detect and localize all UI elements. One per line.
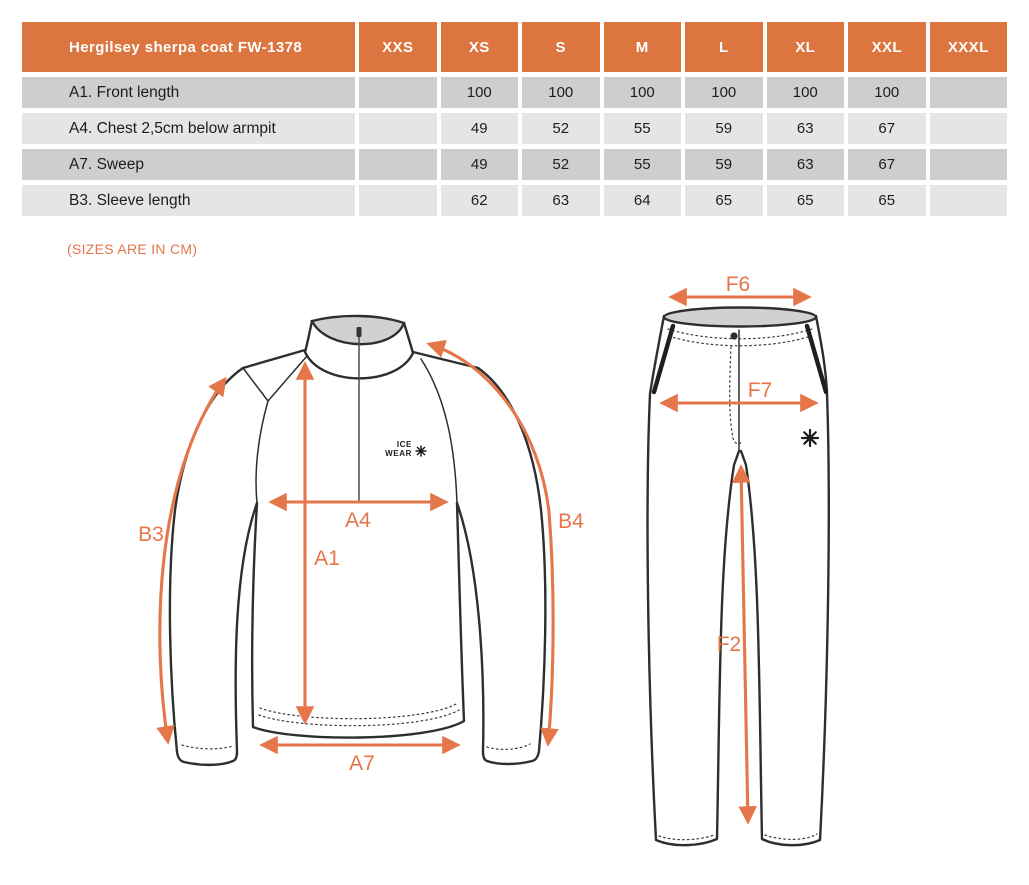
table-title: Hergilsey sherpa coat FW-1378 xyxy=(22,22,355,72)
coat-drawing xyxy=(138,316,584,775)
table-cell: 59 xyxy=(685,113,763,144)
size-column-header: XS xyxy=(441,22,519,72)
table-cell: 55 xyxy=(604,113,682,144)
waistband-opening xyxy=(664,308,816,327)
pants-drawing xyxy=(648,273,829,845)
right-sleeve xyxy=(457,368,545,764)
b3-label: B3 xyxy=(138,523,164,546)
f6-label: F6 xyxy=(725,273,751,296)
table-cell: 49 xyxy=(441,149,519,180)
fly-stitching xyxy=(730,347,742,444)
pants-left-half xyxy=(648,316,739,845)
logo-text-line1: ICE xyxy=(396,440,412,449)
a1-label: A1 xyxy=(314,547,340,570)
table-cell: 49 xyxy=(441,113,519,144)
size-column-header: M xyxy=(604,22,682,72)
table-cell: 67 xyxy=(848,149,926,180)
units-note: (SIZES ARE IN CM) xyxy=(67,241,198,257)
f2-arrow xyxy=(741,467,748,822)
logo-text-line2: WEAR xyxy=(385,449,412,458)
size-column-header: S xyxy=(522,22,600,72)
left-sleeve xyxy=(170,368,257,765)
leg-hem-stitching xyxy=(659,834,817,840)
size-column-header: XL xyxy=(767,22,845,72)
size-column-header: L xyxy=(685,22,763,72)
row-label: B3. Sleeve length xyxy=(22,185,355,216)
shoulder-gusset xyxy=(243,356,307,401)
table-cell: 65 xyxy=(848,185,926,216)
size-column-header: XXXL xyxy=(930,22,1008,72)
table-cell: 100 xyxy=(685,77,763,108)
row-label: A1. Front length xyxy=(22,77,355,108)
row-label: A7. Sweep xyxy=(22,149,355,180)
b3-arrow xyxy=(160,379,225,742)
table-cell: 67 xyxy=(848,113,926,144)
waist-stitching xyxy=(668,329,812,346)
table-cell: 65 xyxy=(767,185,845,216)
f7-label: F7 xyxy=(747,379,773,402)
table-cell: 100 xyxy=(441,77,519,108)
zipper-pull xyxy=(357,327,362,337)
table-cell: 63 xyxy=(767,149,845,180)
hem-stitching xyxy=(259,703,459,726)
table-cell: 55 xyxy=(604,149,682,180)
shoulder-lines xyxy=(243,350,478,368)
table-cell: 63 xyxy=(522,185,600,216)
coat-body xyxy=(252,503,464,738)
table-cell: 100 xyxy=(848,77,926,108)
table-cell: 62 xyxy=(441,185,519,216)
f2-label: F2 xyxy=(716,633,742,656)
table-cell: 100 xyxy=(604,77,682,108)
b4-label: B4 xyxy=(558,510,584,533)
table-cell: 64 xyxy=(604,185,682,216)
snowflake-icon xyxy=(802,430,818,446)
pocket-openings xyxy=(654,326,826,392)
coat-logo xyxy=(385,440,426,458)
b4-arrow xyxy=(429,344,553,744)
waist-button xyxy=(730,332,737,339)
table-cell: 100 xyxy=(522,77,600,108)
table-cell: 100 xyxy=(767,77,845,108)
row-label: A4. Chest 2,5cm below armpit xyxy=(22,113,355,144)
table-cell: 63 xyxy=(767,113,845,144)
table-cell: 52 xyxy=(522,113,600,144)
size-column-header: XXS xyxy=(359,22,437,72)
a4-label: A4 xyxy=(345,509,371,532)
size-column-header: XXL xyxy=(848,22,926,72)
table-cell: 65 xyxy=(685,185,763,216)
table-cell: 52 xyxy=(522,149,600,180)
snowflake-icon xyxy=(416,446,426,456)
table-cell: 59 xyxy=(685,149,763,180)
a7-label: A7 xyxy=(349,752,375,775)
